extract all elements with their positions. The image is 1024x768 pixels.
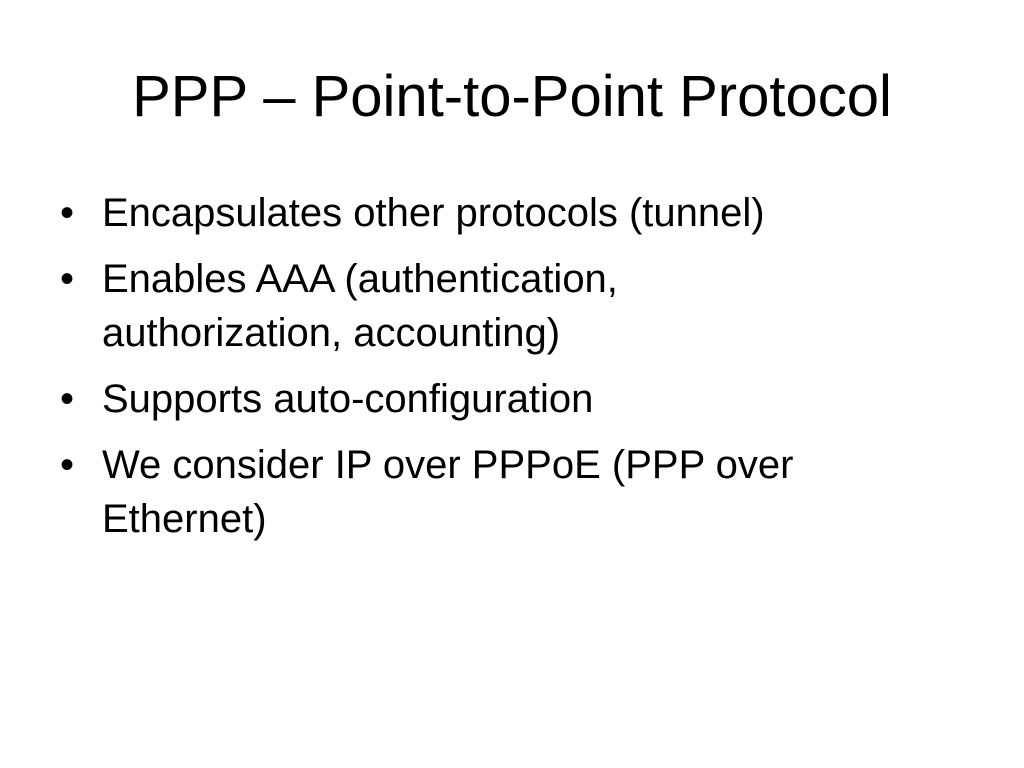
list-item bbox=[56, 438, 936, 546]
bullet-icon: • bbox=[60, 377, 75, 421]
bullet-text: Encapsulates other protocols (tunnel) bbox=[102, 191, 765, 235]
slide-title: PPP – Point-to-Point Protocol bbox=[132, 64, 892, 129]
bullet-icon: • bbox=[60, 257, 75, 301]
bullet-text: Enables AAA (authentication, authorization, accounting) bbox=[102, 257, 618, 355]
bullet-icon: • bbox=[60, 191, 75, 235]
bullet-icon: • bbox=[60, 443, 75, 487]
list-item bbox=[56, 372, 936, 426]
list-item bbox=[56, 252, 936, 360]
list-item bbox=[56, 186, 936, 240]
bullet-list bbox=[56, 186, 936, 558]
bullet-text: Supports auto-configuration bbox=[102, 377, 594, 421]
bullet-text: We consider IP over PPPoE (PPP over Ethernet) bbox=[102, 443, 794, 541]
